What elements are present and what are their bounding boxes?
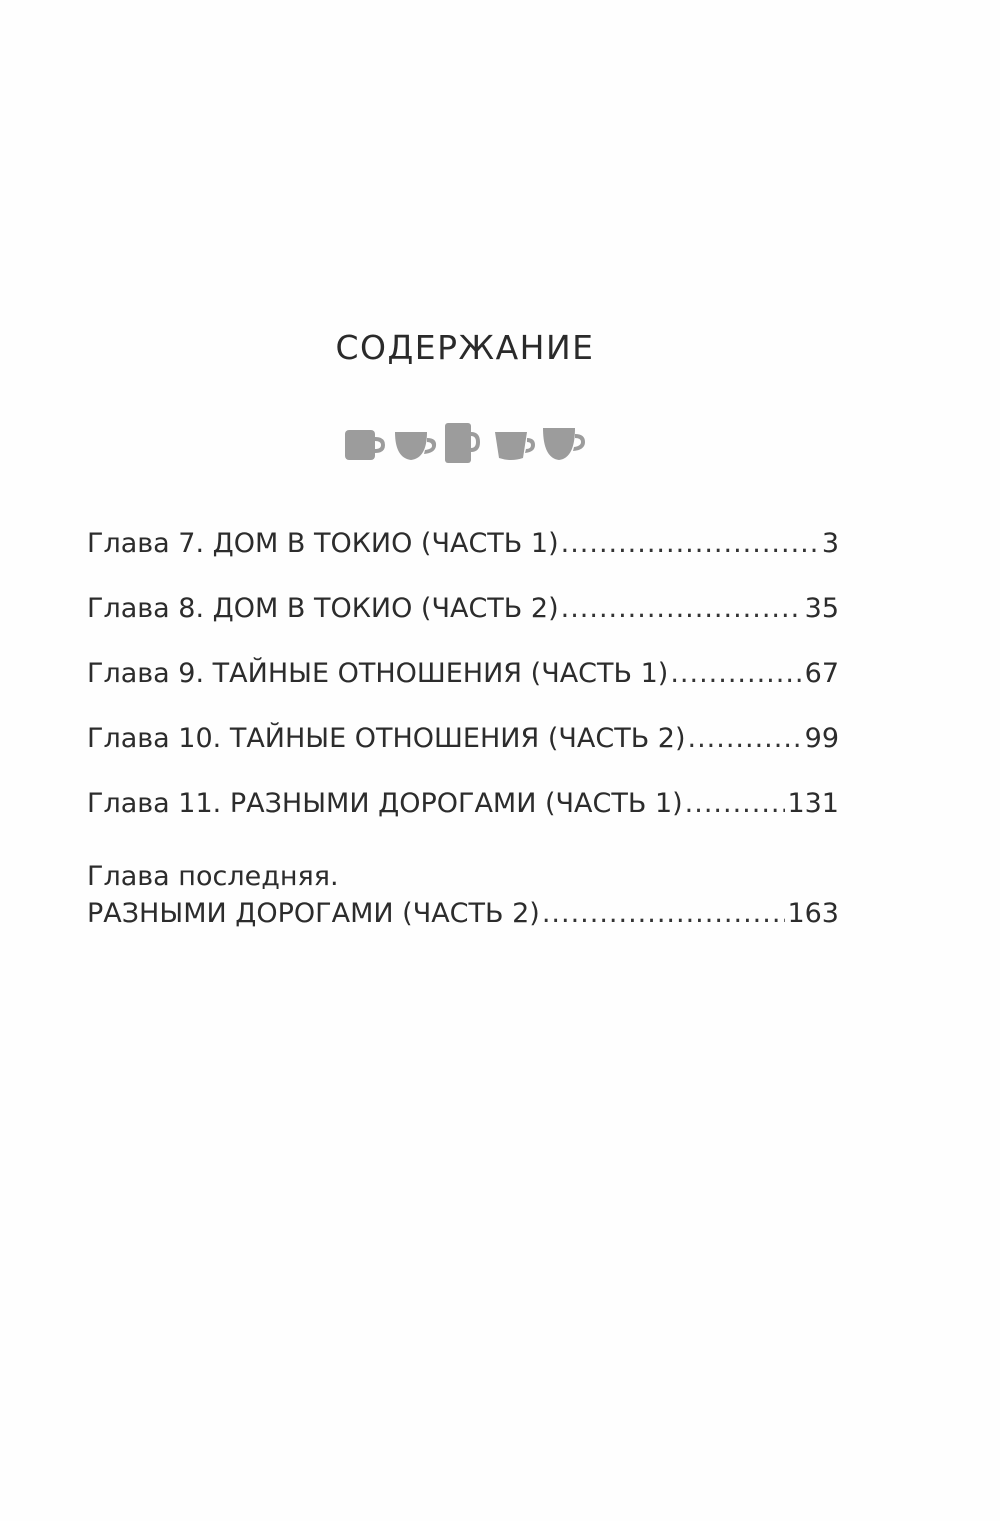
dot-leader xyxy=(688,722,803,756)
toc-entry[interactable] xyxy=(87,722,839,787)
toc-page-number: 67 xyxy=(804,658,839,689)
toc-entry-last[interactable] xyxy=(87,858,839,932)
toc-entry-title: Глава 9. ТАЙНЫЕ ОТНОШЕНИЯ (ЧАСТЬ 1) xyxy=(87,658,669,689)
cup-icon xyxy=(345,430,385,460)
toc-entry[interactable] xyxy=(87,787,839,852)
cup-icon xyxy=(445,423,480,463)
toc-entry-title-line1: Глава последняя. xyxy=(87,861,339,892)
cup-ornament xyxy=(343,420,588,468)
dot-leader xyxy=(542,895,786,932)
cup-icon xyxy=(495,432,535,460)
cup-icon xyxy=(543,428,585,460)
toc-entry-title: Глава 11. РАЗНЫМИ ДОРОГАМИ (ЧАСТЬ 1) xyxy=(87,788,683,819)
toc-entry[interactable] xyxy=(87,592,839,657)
toc-entry-title: Глава 8. ДОМ В ТОКИО (ЧАСТЬ 2) xyxy=(87,593,559,624)
toc-entry[interactable] xyxy=(87,657,839,722)
page-title: СОДЕРЖАНИЕ xyxy=(335,328,595,367)
toc-entry-title-line2: РАЗНЫМИ ДОРОГАМИ (ЧАСТЬ 2) xyxy=(87,898,540,929)
toc-page-number: 163 xyxy=(787,898,839,929)
toc-page-number: 35 xyxy=(804,593,839,624)
toc-page-number: 3 xyxy=(821,528,839,559)
toc-entry-title: Глава 7. ДОМ В ТОКИО (ЧАСТЬ 1) xyxy=(87,528,559,559)
dot-leader xyxy=(561,592,803,626)
toc-entry-title: Глава 10. ТАЙНЫЕ ОТНОШЕНИЯ (ЧАСТЬ 2) xyxy=(87,723,686,754)
dot-leader xyxy=(685,787,786,821)
table-of-contents xyxy=(87,527,839,932)
dot-leader xyxy=(561,527,820,561)
toc-page-number: 99 xyxy=(804,723,839,754)
toc-entry[interactable] xyxy=(87,527,839,592)
cup-icon xyxy=(395,432,436,460)
dot-leader xyxy=(670,657,802,691)
toc-page-number: 131 xyxy=(787,788,839,819)
